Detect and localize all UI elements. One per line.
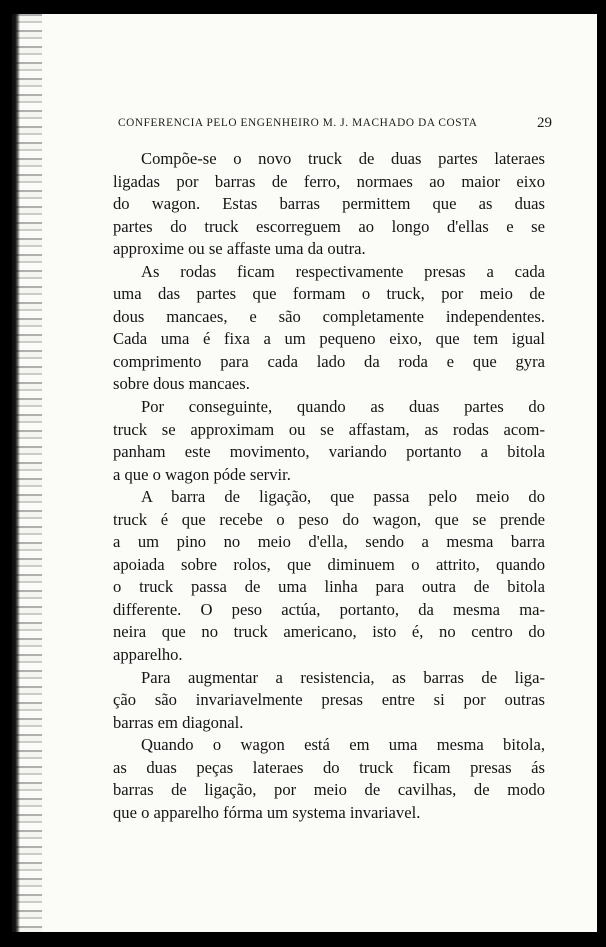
text-line: comprimento para cada lado da roda e que gyra (113, 351, 545, 371)
text-line: ção são invariavelmente presas entre si por outras (113, 690, 545, 710)
text-line: do wagon. Estas barras permittem que as duas (113, 194, 545, 214)
text-line: Compõe-se o novo truck de duas partes lateraes (141, 149, 545, 168)
body-text (113, 148, 545, 824)
text-line: Quando o wagon está em uma mesma bitola, (141, 735, 545, 755)
text-line: uma das partes que formam o truck, por meio de (113, 284, 545, 304)
paragraph (113, 667, 545, 735)
paragraph (113, 734, 545, 824)
text-line: differente. O peso actúa, portanto, da mesma ma- (113, 599, 545, 619)
running-header (118, 117, 552, 129)
text-line: o truck passa de uma linha para outra de bitola (113, 577, 545, 597)
text-line: Cada uma é fixa a um pequeno eixo, que tem igual (113, 329, 545, 349)
paragraph (113, 261, 545, 396)
text-line: a um pino no meio d'ella, sendo a mesma barra (113, 532, 545, 552)
paragraph (113, 148, 545, 261)
text-line: barras em diagonal. (113, 712, 244, 732)
text-line: A barra de ligação, que passa pelo meio do (141, 487, 545, 507)
book-page (12, 14, 597, 932)
page-number: 29 (537, 115, 552, 131)
text-line: Por conseguinte, quando as duas partes do (141, 397, 545, 417)
text-line: apoiada sobre rolos, que diminuem o attrito, quando (113, 554, 545, 574)
paragraph (113, 486, 545, 666)
page-binding-edge (12, 14, 20, 932)
text-line: dous mancaes, e são completamente independentes. (113, 306, 545, 326)
text-line: barras de ligação, por meio de cavilhas, de modo (113, 780, 545, 800)
text-line: panham este movimento, variando portanto a bitola (113, 442, 545, 462)
text-line: truck se approximam ou se affastam, as rodas acom- (113, 419, 545, 439)
text-line: Para augmentar a resistencia, as barras de liga- (141, 667, 545, 687)
text-line: que o apparelho fórma um systema invariavel. (113, 802, 421, 822)
text-line: apparelho. (113, 645, 183, 665)
text-line: as duas peças lateraes do truck ficam presas ás (113, 757, 545, 777)
text-line: neira que no truck americano, isto é, no centro do (113, 622, 545, 642)
text-line: As rodas ficam respectivamente presas a cada (141, 261, 545, 281)
text-line: ligadas por barras de ferro, normaes ao maior eixo (113, 171, 545, 191)
paragraph (113, 396, 545, 486)
text-line: a que o wagon póde servir. (113, 464, 291, 484)
running-title: CONFERENCIA PELO ENGENHEIRO M. J. MACHADO DA COSTA (118, 117, 478, 129)
text-line: partes do truck escorreguem ao longo d'ellas e se (113, 216, 545, 236)
text-line: sobre dous mancaes. (113, 374, 250, 394)
text-line: approxime ou se affaste uma da outra. (113, 239, 366, 259)
text-line: truck é que recebe o peso do wagon, que se prende (113, 509, 545, 529)
